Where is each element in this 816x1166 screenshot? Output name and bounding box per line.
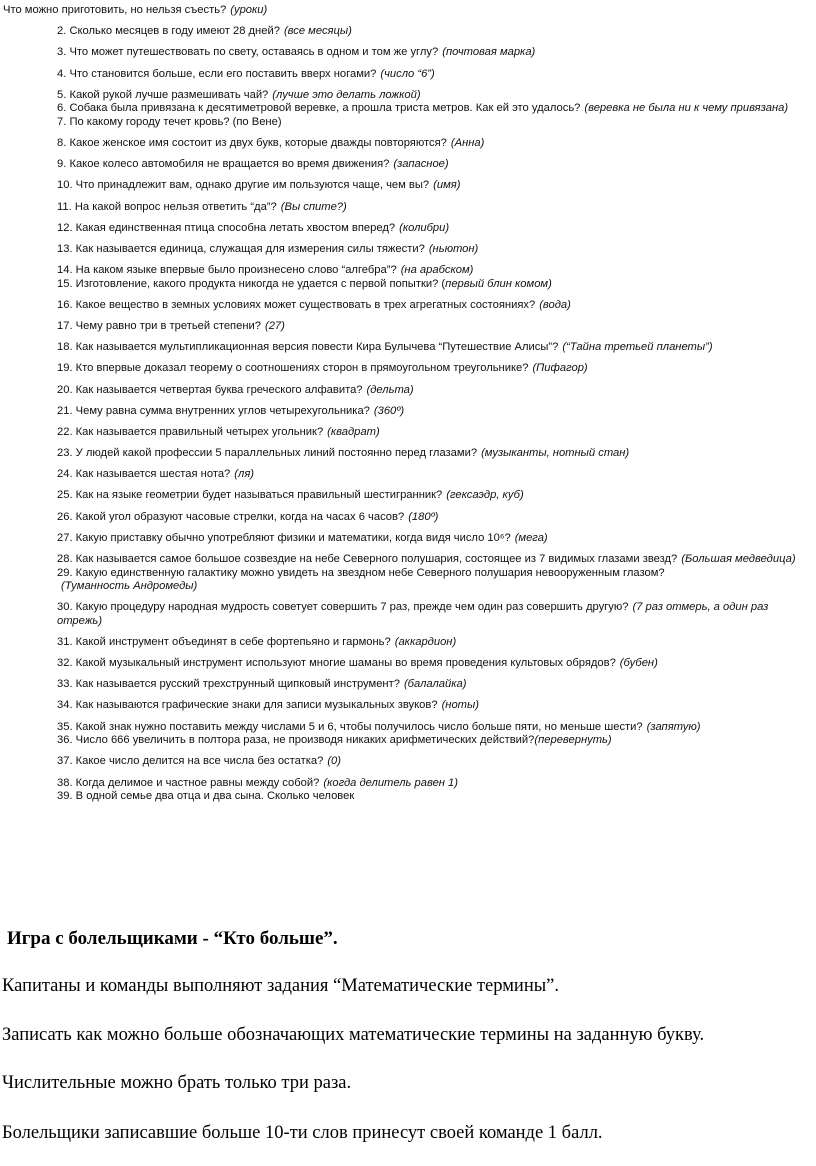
question-item: 39. В одной семье два отца и два сына. Сколько человек bbox=[57, 790, 355, 802]
answer: (лучше это делать ложкой) bbox=[272, 88, 421, 101]
question-item: 9. Какое колесо автомобиля не вращается во время движения? (запасное) bbox=[57, 158, 449, 171]
question-item: 23. У людей какой профессии 5 параллельных линий постоянно перед глазами? (музыканты, нотный стан) bbox=[57, 447, 630, 460]
question-item: 18. Как называется мультипликационная версия повести Кира Булычева “Путешествие Алисы”? (“Тайна третьей планеты”) bbox=[57, 341, 713, 354]
answer: (“Тайна третьей планеты”) bbox=[562, 341, 713, 354]
question-item: 4. Что становится больше, если его поставить вверх ногами? (число “6”) bbox=[57, 67, 435, 80]
game-heading: Игра с болельщиками - “Кто больше”. bbox=[7, 928, 338, 949]
question-item: 22. Как называется правильный четырех угольник? (квадрат) bbox=[57, 425, 380, 438]
answer: (колибри) bbox=[399, 221, 450, 234]
answer: (почтовая марка) bbox=[442, 46, 536, 59]
answer: (ньютон) bbox=[428, 242, 479, 255]
question-item: 26. Какой угол образуют часовые стрелки, когда на часах 6 часов? (180º) bbox=[57, 510, 439, 523]
question-item: 6. Собака была привязана к десятиметровой веревке, а прошла триста метров. Как ей это удалось? (веревка не была ни к чему привязана) bbox=[57, 102, 789, 115]
question-item: 32. Какой музыкальный инструмент используют многие шаманы во время проведения культовых обрядов? (бубен) bbox=[57, 657, 658, 670]
question-item: 11. На какой вопрос нельзя ответить “да”? (Вы спите?) bbox=[57, 200, 347, 213]
answer: (все месяцы) bbox=[283, 25, 352, 38]
question-item: 5. Какой рукой лучше размешивать чай? (лучше это делать ложкой) bbox=[57, 88, 421, 101]
game-paragraph-2: Записать как можно больше обозначающих математические термины на заданную букву. bbox=[2, 1025, 705, 1045]
question-item: 37. Какое число делится на все числа без остатка? (0) bbox=[57, 755, 342, 768]
answer: (музыканты, нотный стан) bbox=[481, 447, 630, 460]
answer: (Пифагор) bbox=[532, 362, 588, 375]
answer: (ля) bbox=[234, 468, 255, 481]
question-item: 10. Что принадлежит вам, однако другие им пользуются чаще, чем вы? (имя) bbox=[57, 179, 461, 192]
question-item: 34. Как называются графические знаки для записи музыкальных звуков? (ноты) bbox=[57, 699, 479, 712]
question-item: 28. Как называется самое большое созвездие на небе Северного полушария, состоящее из 7 видимых глазами звезд? (Большая медведица) bbox=[57, 553, 796, 565]
answer: (балалайка) bbox=[403, 678, 467, 691]
question-item: 13. Как называется единица, служащая для измерения силы тяжести? (ньютон) bbox=[57, 242, 479, 255]
question-item: 8. Какое женское имя состоит из двух букв, которые дважды повторяются? (Анна) bbox=[57, 136, 485, 149]
question-item: 29. Какую единственную галактику можно увидеть на звездном небе Северного полушария невооруженным глазом?(Туманность Андромеды) bbox=[57, 566, 665, 592]
answer: (0) bbox=[327, 755, 342, 768]
answer: (гексаэдр, куб) bbox=[446, 489, 524, 502]
answer: (Большая медведица) bbox=[681, 553, 796, 565]
question-item: 36. Число 666 увеличить в полтора раза, не производя никаких арифметических действий?(перевернуть) bbox=[57, 734, 612, 747]
question-item: 30. Какую процедуру народная мудрость советует совершить 7 раз, прежде чем один раз совершить другую? (7 раз отмерь, а один раз отрежь) bbox=[57, 601, 769, 627]
answer: (имя) bbox=[433, 179, 461, 192]
answer: (перевернуть) bbox=[534, 734, 612, 747]
answer: (Туманность Андромеды) bbox=[61, 580, 198, 592]
question-item: Что можно приготовить, но нельзя съесть? (уроки) bbox=[3, 4, 268, 16]
answer: (360º) bbox=[373, 404, 405, 417]
question-item: 35. Какой знак нужно поставить между числами 5 и 6, чтобы получилось число больше пяти, но меньше шести? (запятую) bbox=[57, 720, 701, 733]
answer: (Анна) bbox=[450, 136, 485, 149]
question-item: 31. Какой инструмент объединят в себе фортепьяно и гармонь? (аккардион) bbox=[57, 635, 457, 648]
game-paragraph-4: Болельщики записавшие больше 10-ти слов принесут своей команде 1 балл. bbox=[2, 1123, 603, 1143]
question-item: 2. Сколько месяцев в году имеют 28 дней? (все месяцы) bbox=[57, 25, 352, 38]
question-item: 38. Когда делимое и частное равны между собой? (когда делитель равен 1) bbox=[57, 776, 459, 789]
question-item: 15. Изготовление, какого продукта никогда не удается с первой попытки? (первый блин комом) bbox=[57, 277, 552, 290]
answer: (ноты) bbox=[441, 699, 479, 712]
answer: (запасное) bbox=[393, 158, 449, 171]
answer: (на арабском) bbox=[400, 264, 474, 277]
answer: (27) bbox=[264, 319, 285, 332]
question-item: 12. Какая единственная птица способна летать хвостом вперед? (колибри) bbox=[57, 221, 450, 234]
question-item: 14. На каком языке впервые было произнесено слово “алгебра”? (на арабском) bbox=[57, 264, 474, 277]
answer: (уроки) bbox=[230, 4, 268, 16]
question-list bbox=[0, 4, 816, 811]
answer: (дельта) bbox=[366, 383, 414, 396]
answer: (квадрат) bbox=[327, 425, 380, 438]
answer: (запятую) bbox=[646, 720, 701, 733]
answer: первый блин комом) bbox=[445, 277, 552, 290]
question-item: 21. Чему равна сумма внутренних углов четырехугольника? (360º) bbox=[57, 404, 405, 417]
question-item: 17. Чему равно три в третьей степени? (27) bbox=[57, 319, 285, 332]
game-paragraph-1: Капитаны и команды выполняют задания “Математические термины”. bbox=[2, 976, 559, 996]
question-item: 19. Кто впервые доказал теорему о соотношениях сторон в прямоугольном треугольнике? (Пифагор) bbox=[57, 362, 588, 375]
answer: (180º) bbox=[408, 510, 439, 523]
answer: (вода) bbox=[539, 298, 571, 311]
question-item: 3. Что может путешествовать по свету, оставаясь в одном и том же углу? (почтовая марка) bbox=[57, 46, 536, 59]
question-item: 25. Как на языке геометрии будет называться правильный шестигранник? (гексаэдр, куб) bbox=[57, 489, 524, 502]
answer: (7 раз отмерь, а один раз отрежь) bbox=[57, 601, 769, 627]
game-paragraph-3: Числительные можно брать только три раза. bbox=[2, 1073, 352, 1093]
question-item: 27. Какую приставку обычно употребляют физики и математики, когда видя число 10⁶? (мега) bbox=[57, 531, 548, 544]
answer: (бубен) bbox=[619, 657, 658, 670]
answer: (аккардион) bbox=[394, 635, 457, 648]
question-item: 7. По какому городу течет кровь? (по Вене) bbox=[57, 115, 282, 128]
question-item: 20. Как называется четвертая буква греческого алфавита? (дельта) bbox=[57, 383, 414, 396]
answer: (когда делитель равен 1) bbox=[323, 776, 459, 789]
answer: (число “6”) bbox=[380, 67, 435, 80]
answer: (Вы спите?) bbox=[280, 200, 347, 213]
question-item: 16. Какое вещество в земных условиях может существовать в трех агрегатных состояниях? (вода) bbox=[57, 298, 571, 311]
answer: (веревка не была ни к чему привязана) bbox=[584, 102, 789, 115]
question-item: 33. Как называется русский трехструнный щипковый инструмент? (балалайка) bbox=[57, 678, 467, 691]
answer: (мега) bbox=[514, 531, 548, 544]
question-item: 24. Как называется шестая нота? (ля) bbox=[57, 468, 255, 481]
